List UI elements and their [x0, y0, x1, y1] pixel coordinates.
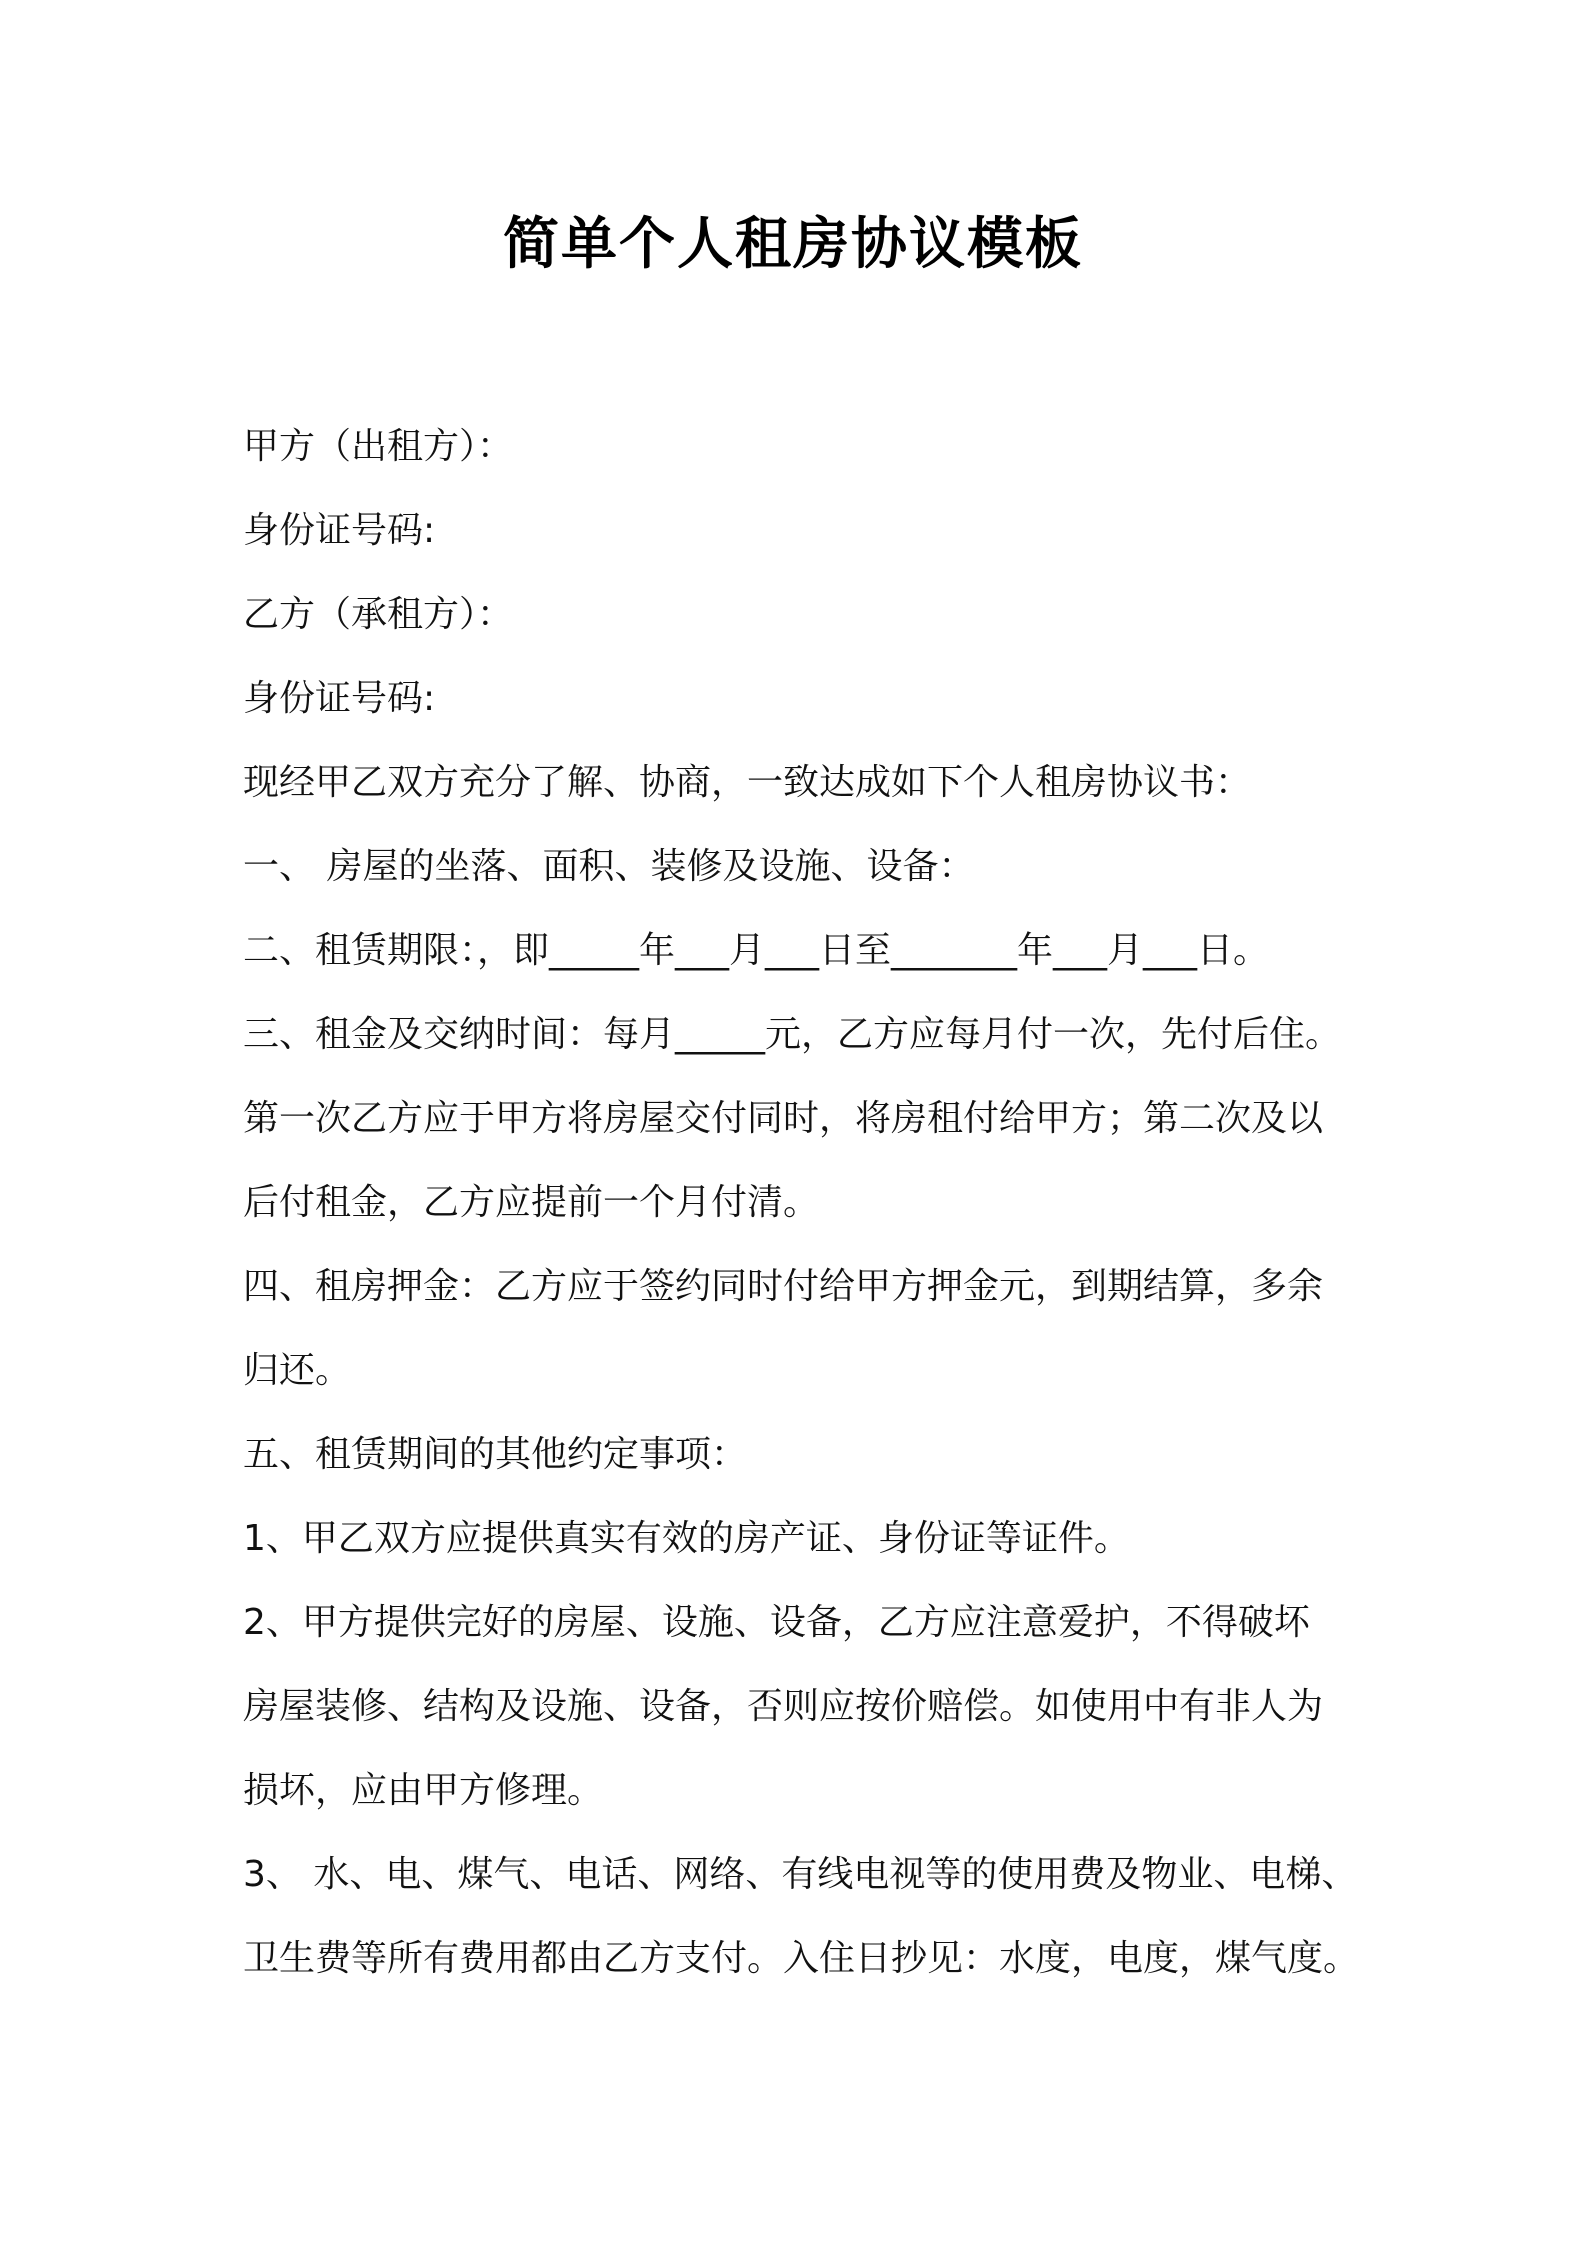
clause-3-rent: 三、租金及交纳时间：每月_____元，乙方应每月付一次，先付后住。	[243, 1014, 1342, 1055]
clause-2-term: 二、租赁期限：，即_____年___月___日至_______年___月___日。	[243, 930, 1270, 971]
clause-5-item-3-cont: 卫生费等所有费用都由乙方支付。入住日抄见：水度，电度，煤气度。	[243, 1938, 1360, 1979]
party-b-label: 乙方（承租方）：	[243, 594, 514, 635]
document-title: 简单个人租房协议模板	[503, 212, 1083, 277]
clause-5-item-3: 3、 水、电、煤气、电话、网络、有线电视等的使用费及物业、电梯、	[243, 1854, 1358, 1895]
agreement-intro: 现经甲乙双方充分了解、协商，一致达成如下个人租房协议书：	[243, 762, 1252, 803]
party-a-label: 甲方（出租方）：	[243, 426, 514, 467]
clause-5-item-2: 2、甲方提供完好的房屋、设施、设备，乙方应注意爱护，不得破坏	[243, 1602, 1310, 1643]
clause-1-property: 一、 房屋的坐落、面积、装修及设施、设备：	[243, 846, 975, 887]
clause-4-deposit: 四、租房押金：乙方应于签约同时付给甲方押金元，到期结算，多余	[243, 1266, 1324, 1307]
clause-4-deposit-cont: 归还。	[243, 1350, 352, 1391]
clause-5-heading: 五、租赁期间的其他约定事项：	[243, 1434, 748, 1475]
party-a-id-label: 身份证号码:	[243, 510, 436, 551]
clause-5-item-2-cont-2: 损坏，应由甲方修理。	[243, 1770, 604, 1811]
clause-5-item-2-cont-1: 房屋装修、结构及设施、设备，否则应按价赔偿。如使用中有非人为	[243, 1686, 1324, 1727]
party-b-id-label: 身份证号码:	[243, 678, 436, 719]
clause-3-rent-cont-1: 第一次乙方应于甲方将房屋交付同时，将房租付给甲方；第二次及以	[243, 1098, 1324, 1139]
clause-3-rent-cont-2: 后付租金，乙方应提前一个月付清。	[243, 1182, 820, 1223]
document-body	[243, 405, 1363, 2001]
clause-5-item-1: 1、甲乙双方应提供真实有效的房产证、身份证等证件。	[243, 1518, 1130, 1559]
